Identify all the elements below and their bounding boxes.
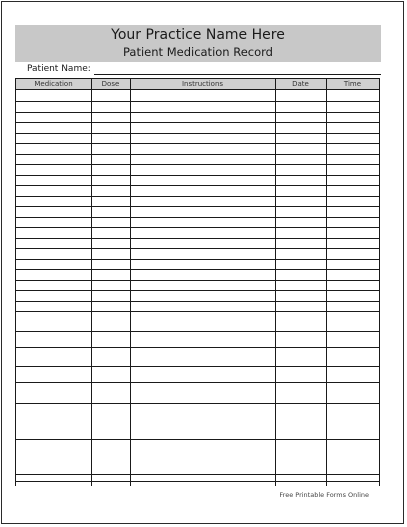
footer-credit: Free Printable Forms Online [279,491,369,499]
row-rule [16,196,379,197]
row-rule [16,133,379,134]
row-rule [16,474,379,475]
column-divider [326,79,327,486]
column-header-medication: Medication [34,80,73,88]
row-rule [16,290,379,291]
row-rule [16,403,379,404]
row-rule [16,217,379,218]
row-rule [16,366,379,367]
column-header-instructions: Instructions [181,80,224,88]
column-header-row [16,79,379,90]
row-rule [16,185,379,186]
row-rule [16,481,379,482]
row-rule [16,112,379,113]
row-rule [16,259,379,260]
medication-table [15,78,380,486]
row-rule [16,227,379,228]
practice-name: Your Practice Name Here [111,27,285,43]
row-rule [16,175,379,176]
row-rule [16,269,379,270]
row-rule [16,164,379,165]
row-rule [16,382,379,383]
column-header-time: Time [343,80,362,88]
row-rule [16,122,379,123]
row-rule [16,347,379,348]
row-rule [16,248,379,249]
row-rule [16,238,379,239]
row-rule [16,301,379,302]
column-divider [91,79,92,486]
row-rule [16,143,379,144]
header-band [15,25,381,62]
row-rule [16,206,379,207]
row-rule [16,311,379,312]
record-title: Patient Medication Record [123,45,273,59]
row-rule [16,280,379,281]
column-divider [275,79,276,486]
column-header-dose: Dose [101,80,120,88]
row-rule [16,154,379,155]
patient-name-label: Patient Name: [27,64,91,74]
row-rule [16,331,379,332]
row-rule [16,439,379,440]
column-header-date: Date [292,80,309,88]
row-rule [16,101,379,102]
column-divider [130,79,131,486]
patient-name-field[interactable] [94,74,381,75]
patient-name-row [15,63,381,76]
